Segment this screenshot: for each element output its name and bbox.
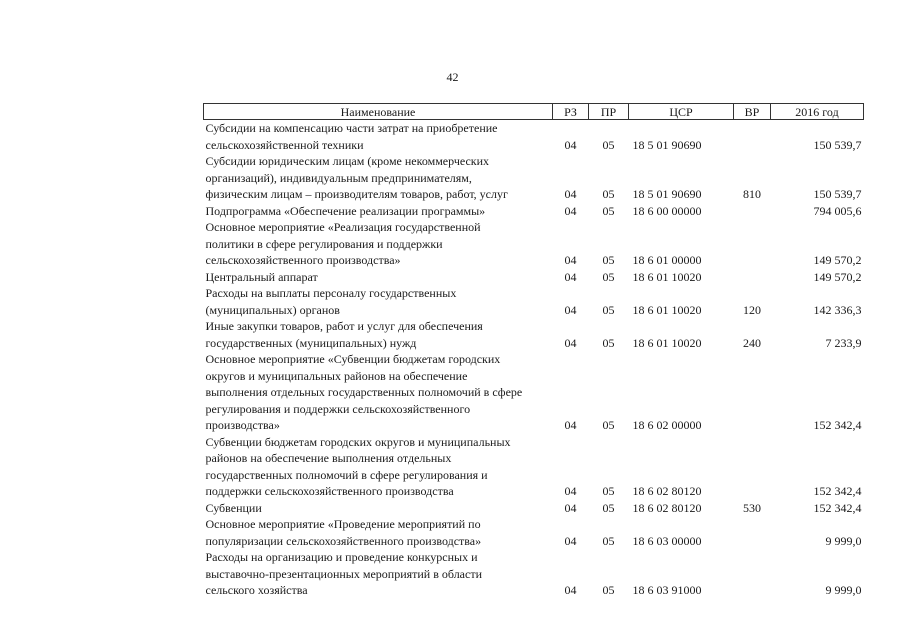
row-name-line: поддержки сельскохозяйственного производства bbox=[205, 484, 454, 498]
row-amount: 152 342,4 bbox=[813, 500, 862, 515]
row-csr: 18 6 01 00000 bbox=[632, 253, 702, 267]
row-pr: 05 bbox=[602, 500, 615, 515]
row-vr bbox=[734, 549, 771, 599]
header-rz: РЗ bbox=[553, 104, 589, 120]
table-row bbox=[204, 351, 864, 434]
table-row bbox=[204, 318, 864, 351]
row-pr: 05 bbox=[602, 137, 615, 152]
row-name bbox=[204, 500, 553, 517]
header-vr: ВР bbox=[734, 104, 771, 120]
row-name-line: сельскохозяйственной техники bbox=[205, 137, 364, 152]
row-vr bbox=[734, 219, 771, 269]
row-name-line: Иные закупки товаров, работ и услуг для обеспечения bbox=[205, 319, 483, 333]
table-body bbox=[204, 120, 864, 599]
row-vr bbox=[734, 516, 771, 549]
row-name bbox=[204, 285, 553, 318]
row-pr: 05 bbox=[602, 533, 615, 548]
row-amount: 150 539,7 bbox=[813, 137, 862, 152]
row-rz: 04 bbox=[564, 253, 577, 267]
row-name-line: Основное мероприятие «Проведение мероприятий по bbox=[205, 517, 481, 531]
table-row bbox=[204, 434, 864, 500]
row-rz: 04 bbox=[564, 187, 577, 201]
row-name-line: регулирования и поддержки сельскохозяйственного bbox=[205, 401, 471, 416]
header-csr: ЦСР bbox=[629, 104, 734, 120]
table-row bbox=[204, 500, 864, 517]
row-csr: 18 6 01 10020 bbox=[632, 335, 702, 350]
row-pr: 05 bbox=[602, 418, 615, 432]
row-amount: 149 570,2 bbox=[813, 269, 862, 284]
page-number: 42 bbox=[446, 70, 459, 84]
row-amount: 150 539,7 bbox=[813, 187, 862, 201]
row-rz: 04 bbox=[564, 500, 577, 515]
table-row bbox=[204, 120, 864, 154]
row-name-line: Субсидии на компенсацию части затрат на приобретение bbox=[205, 121, 498, 135]
row-amount: 9 999,0 bbox=[825, 533, 862, 548]
row-amount: 7 233,9 bbox=[825, 335, 862, 350]
row-csr: 18 6 01 10020 bbox=[632, 269, 702, 284]
table-row bbox=[204, 516, 864, 549]
row-rz: 04 bbox=[564, 137, 577, 152]
row-name-line: сельского хозяйства bbox=[205, 583, 308, 597]
row-name-line: Субвенции bbox=[205, 500, 262, 515]
row-vr: 810 bbox=[743, 187, 761, 201]
row-name-line: популяризации сельскохозяйственного производства» bbox=[205, 533, 482, 548]
table-row bbox=[204, 203, 864, 220]
row-rz: 04 bbox=[564, 203, 577, 218]
row-name bbox=[204, 318, 553, 351]
row-vr bbox=[734, 351, 771, 434]
row-name-line: производства» bbox=[205, 418, 280, 432]
row-amount: 794 005,6 bbox=[813, 203, 862, 218]
row-csr: 18 6 01 10020 bbox=[632, 302, 702, 317]
row-vr bbox=[734, 269, 771, 286]
budget-table bbox=[203, 103, 864, 599]
row-amount: 149 570,2 bbox=[813, 253, 862, 267]
row-vr: 240 bbox=[743, 335, 761, 350]
row-name-line: Субвенции бюджетам городских округов и муниципальных bbox=[205, 434, 511, 449]
row-pr: 05 bbox=[602, 335, 615, 350]
row-name bbox=[204, 516, 553, 549]
row-pr: 05 bbox=[602, 187, 615, 201]
row-name-line: округов и муниципальных районов на обеспечение bbox=[205, 368, 468, 383]
row-name bbox=[204, 203, 553, 220]
row-csr: 18 6 00 00000 bbox=[632, 203, 702, 218]
row-rz: 04 bbox=[564, 302, 577, 317]
row-name-line: (муниципальных) органов bbox=[205, 302, 340, 317]
row-pr: 05 bbox=[602, 302, 615, 317]
row-name-line: политики в сфере регулирования и поддержки bbox=[205, 236, 443, 251]
row-rz: 04 bbox=[564, 533, 577, 548]
row-name bbox=[204, 153, 553, 203]
row-pr: 05 bbox=[602, 484, 615, 498]
row-name bbox=[204, 219, 553, 269]
table-row bbox=[204, 269, 864, 286]
row-csr: 18 6 02 80120 bbox=[632, 484, 702, 498]
row-rz: 04 bbox=[564, 335, 577, 350]
row-name-line: Центральный аппарат bbox=[205, 269, 318, 284]
row-name bbox=[204, 434, 553, 500]
row-csr: 18 5 01 90690 bbox=[632, 187, 702, 201]
row-amount: 9 999,0 bbox=[825, 583, 862, 597]
row-name-line: выполнения отдельных государственных полномочий в сфере bbox=[205, 385, 523, 399]
table-row bbox=[204, 549, 864, 599]
table-row bbox=[204, 219, 864, 269]
row-pr: 05 bbox=[602, 203, 615, 218]
row-name bbox=[204, 351, 553, 434]
header-name: Наименование bbox=[204, 104, 553, 120]
row-rz: 04 bbox=[564, 269, 577, 284]
row-name-line: организаций), индивидуальным предпринимателям, bbox=[205, 170, 472, 185]
row-csr: 18 6 02 80120 bbox=[632, 500, 702, 515]
row-rz: 04 bbox=[564, 583, 577, 597]
row-name-line: Основное мероприятие «Субвенции бюджетам городских bbox=[205, 352, 501, 366]
table-header bbox=[204, 104, 864, 120]
row-name-line: Расходы на организацию и проведение конкурсных и bbox=[205, 550, 478, 564]
row-vr bbox=[734, 120, 771, 154]
row-name-line: государственных полномочий в сфере регулирования и bbox=[205, 467, 488, 482]
table-row bbox=[204, 285, 864, 318]
table-row bbox=[204, 153, 864, 203]
row-amount: 152 342,4 bbox=[813, 418, 862, 432]
row-name-line: Подпрограмма «Обеспечение реализации программы» bbox=[205, 203, 486, 218]
row-csr: 18 6 03 91000 bbox=[632, 583, 702, 597]
row-rz: 04 bbox=[564, 484, 577, 498]
row-vr bbox=[734, 203, 771, 220]
header-year: 2016 год bbox=[771, 104, 864, 120]
row-amount: 142 336,3 bbox=[813, 302, 862, 317]
header-pr: ПР bbox=[589, 104, 629, 120]
row-name bbox=[204, 120, 553, 154]
row-name-line: государственных (муниципальных) нужд bbox=[205, 335, 417, 350]
row-name-line: Основное мероприятие «Реализация государственной bbox=[205, 220, 481, 234]
row-name bbox=[204, 269, 553, 286]
row-vr bbox=[734, 434, 771, 500]
row-name bbox=[204, 549, 553, 599]
row-name-line: выставочно-презентационных мероприятий в области bbox=[205, 566, 482, 581]
row-name-line: физическим лицам – производителям товаров, работ, услуг bbox=[205, 187, 508, 201]
row-vr: 120 bbox=[743, 302, 761, 317]
row-csr: 18 5 01 90690 bbox=[632, 137, 702, 152]
row-name-line: районов на обеспечение выполнения отдельных bbox=[205, 451, 452, 465]
row-amount: 152 342,4 bbox=[813, 484, 862, 498]
row-name-line: Расходы на выплаты персоналу государственных bbox=[205, 286, 457, 300]
row-pr: 05 bbox=[602, 269, 615, 284]
row-name-line: Субсидии юридическим лицам (кроме некоммерческих bbox=[205, 154, 490, 168]
row-name-line: сельскохозяйственного производства» bbox=[205, 253, 401, 267]
row-csr: 18 6 03 00000 bbox=[632, 533, 702, 548]
row-rz: 04 bbox=[564, 418, 577, 432]
row-csr: 18 6 02 00000 bbox=[632, 418, 702, 432]
row-vr: 530 bbox=[743, 500, 761, 515]
row-pr: 05 bbox=[602, 583, 615, 597]
row-pr: 05 bbox=[602, 253, 615, 267]
